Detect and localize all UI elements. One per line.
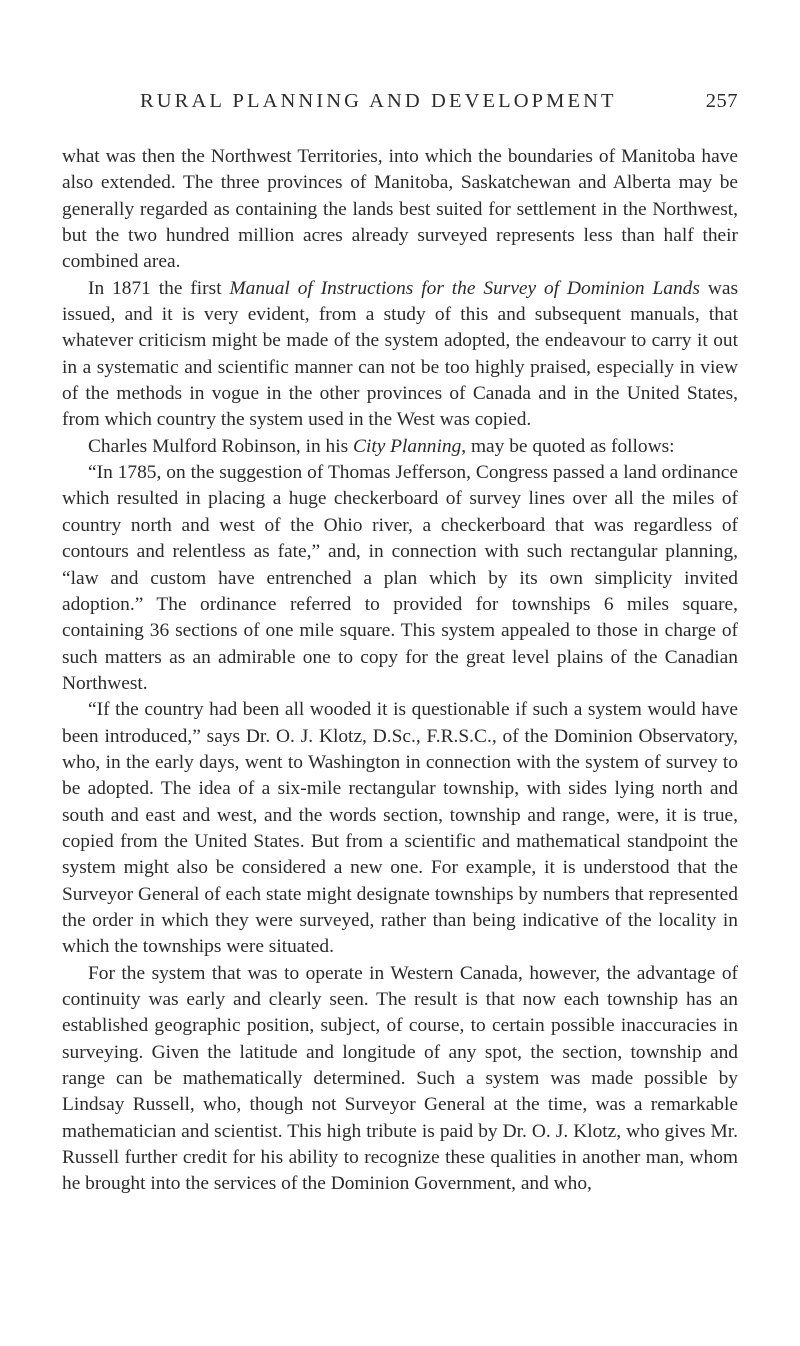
running-head-title: RURAL PLANNING AND DEVELOPMENT	[140, 90, 617, 112]
paragraph-2-text-b: was issued, and it is very evident, from a study of this and subsequent manuals, that whatever criticism might be made of the system adopted, the endeavour to carry it out in a systematic and scientific manner can not be too highly praised, especially in view of the methods in vogue in the other provinces of Canada and in the United States, from which country the system used in the West was copied.	[62, 277, 738, 431]
paragraph-5-text: “If the country had been all wooded it is questionable if such a system would have been introduced,” says Dr. O. J. Klotz, D.Sc., F.R.S.C., of the Dominion Observatory, who, in the early days, went to Washington in connection with the system of survey to be adopted. The idea of a six-mile rectangular township, with sides lying north and south and east and west, and the words section, township and range, were, it is true, copied from the United States. But from a scientific and mathematical standpoint the system might also be considered a new one. For example, it is understood that the Surveyor General of each state might designate townships by numbers that represented the order in which they were surveyed, rather than being indicative of the locality in which the townships were situated.	[62, 699, 738, 958]
paragraph-1-text: what was then the Northwest Territories, into which the boundaries of Manitoba have also extended. The three provinces of Manitoba, Saskatchewan and Alberta may be generally regarded as containing the lands best suited for settlement in the Northwest, but the two hundred million acres already surveyed represents less than half their combined area.	[62, 146, 738, 273]
manual-title-italic: Manual of Instructions for the Survey of Dominion Lands	[229, 277, 700, 299]
paragraph-2	[62, 276, 738, 434]
paragraph-6-text: For the system that was to operate in Western Canada, however, the advantage of continuity was early and clearly seen. The result is that now each township has an established geographic position, subject, of course, to certain possible inaccuracies in surveying. Given the latitude and longitude of any spot, the section, township and range can be mathematically determined. Such a system was made possible by Lindsay Russell, who, though not Surveyor General at the time, was a remarkable mathematician and scientist. This high tribute is paid by Dr. O. J. Klotz, who gives Mr. Russell further credit for his ability to recognize these qualities in another man, whom he brought into the services of the Dominion Government, and who,	[62, 962, 738, 1195]
paragraph-3-text-a: Charles Mulford Robinson, in his	[88, 435, 354, 457]
paragraph-1	[62, 144, 738, 276]
paragraph-4-text: “In 1785, on the suggestion of Thomas Jefferson, Congress passed a land ordinance which resulted in placing a huge checkerboard of survey lines over all the miles of country north and west of the Ohio river, a checkerboard that was regardless of contours and relentless as fate,” and, in connection with such rectangular planning, “law and custom have entrenched a plan which by its own simplicity invited adoption.” The ordinance referred to provided for townships 6 miles square, containing 36 sections of one mile square. This system appealed to those in charge of such matters as an admirable one to copy for the great level plains of the Canadian Northwest.	[62, 462, 738, 694]
paragraph-3	[62, 434, 738, 460]
paragraph-5	[62, 697, 738, 960]
paragraph-4-quotation	[62, 460, 738, 697]
paragraph-6	[62, 961, 738, 1198]
book-page	[62, 90, 738, 1198]
paragraph-3-text-b: , may be quoted as follows:	[461, 435, 675, 457]
paragraph-2-text-a: In 1871 the first	[88, 277, 230, 299]
running-head	[62, 90, 738, 124]
page-number: 257	[705, 90, 738, 112]
book-title-italic: City Planning	[353, 435, 462, 457]
body-text	[62, 144, 738, 1198]
